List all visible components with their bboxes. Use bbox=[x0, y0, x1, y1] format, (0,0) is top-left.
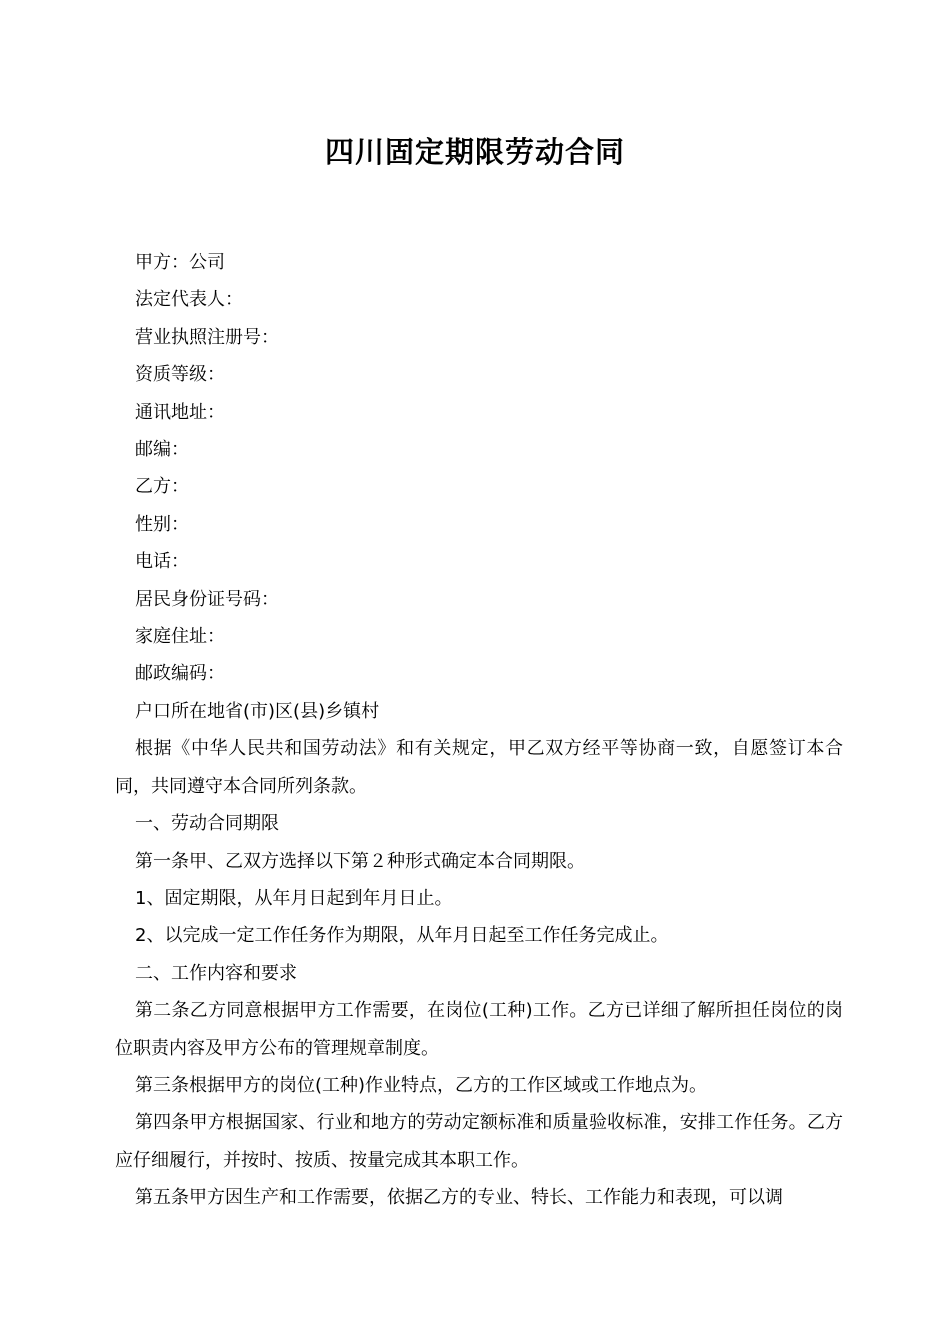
postcode-line: 邮编： bbox=[135, 439, 189, 461]
section-heading-work: 二、工作内容和要求 bbox=[135, 962, 297, 984]
preamble-paragraph: 根据《中华人民共和国劳动法》和有关规定，甲乙双方经平等协商一致，自愿签订本合同，共同遵守本合同所列条款。 bbox=[115, 738, 843, 797]
party-a-line: 甲方：公司 bbox=[135, 252, 225, 273]
party-b-line: 乙方： bbox=[135, 476, 189, 498]
article-1-option-1: 1、固定期限，从年月日起到年月日止。 bbox=[135, 887, 453, 909]
id-number-line: 居民身份证号码： bbox=[135, 588, 279, 610]
home-address-line: 家庭住址： bbox=[135, 626, 225, 648]
legal-representative-line: 法定代表人： bbox=[135, 289, 243, 311]
section-heading-term: 一、劳动合同期限 bbox=[135, 813, 279, 835]
article-4: 第四条甲方根据国家、行业和地方的劳动定额标准和质量验收标准，安排工作任务。乙方应仔细履行，并按时、按质、按量完成其本职工作。 bbox=[115, 1112, 843, 1171]
article-3: 第三条根据甲方的岗位(工种)作业特点，乙方的工作区域或工作地点为。 bbox=[135, 1074, 708, 1096]
postal-code-line: 邮政编码： bbox=[135, 663, 225, 685]
document-title: 四川固定期限劳动合同 bbox=[324, 135, 625, 169]
article-5: 第五条甲方因生产和工作需要，依据乙方的专业、特长、工作能力和表现，可以调 bbox=[135, 1187, 783, 1209]
mailing-address-line: 通讯地址： bbox=[135, 401, 225, 423]
business-license-line: 营业执照注册号： bbox=[135, 326, 279, 348]
gender-line: 性别： bbox=[135, 513, 189, 535]
household-registration-line: 户口所在地省(市)区(县)乡镇村 bbox=[135, 700, 380, 722]
article-1: 第一条甲、乙双方选择以下第２种形式确定本合同期限。 bbox=[135, 850, 585, 872]
article-1-option-2: 2、以完成一定工作任务作为期限，从年月日起至工作任务完成止。 bbox=[135, 925, 669, 947]
article-2: 第二条乙方同意根据甲方工作需要，在岗位(工种)工作。乙方已详细了解所担任岗位的岗位职责内容及甲方公布的管理规章制度。 bbox=[115, 1000, 843, 1059]
phone-line: 电话： bbox=[135, 551, 189, 573]
qualification-level-line: 资质等级： bbox=[135, 364, 225, 386]
document-body bbox=[115, 244, 843, 1217]
